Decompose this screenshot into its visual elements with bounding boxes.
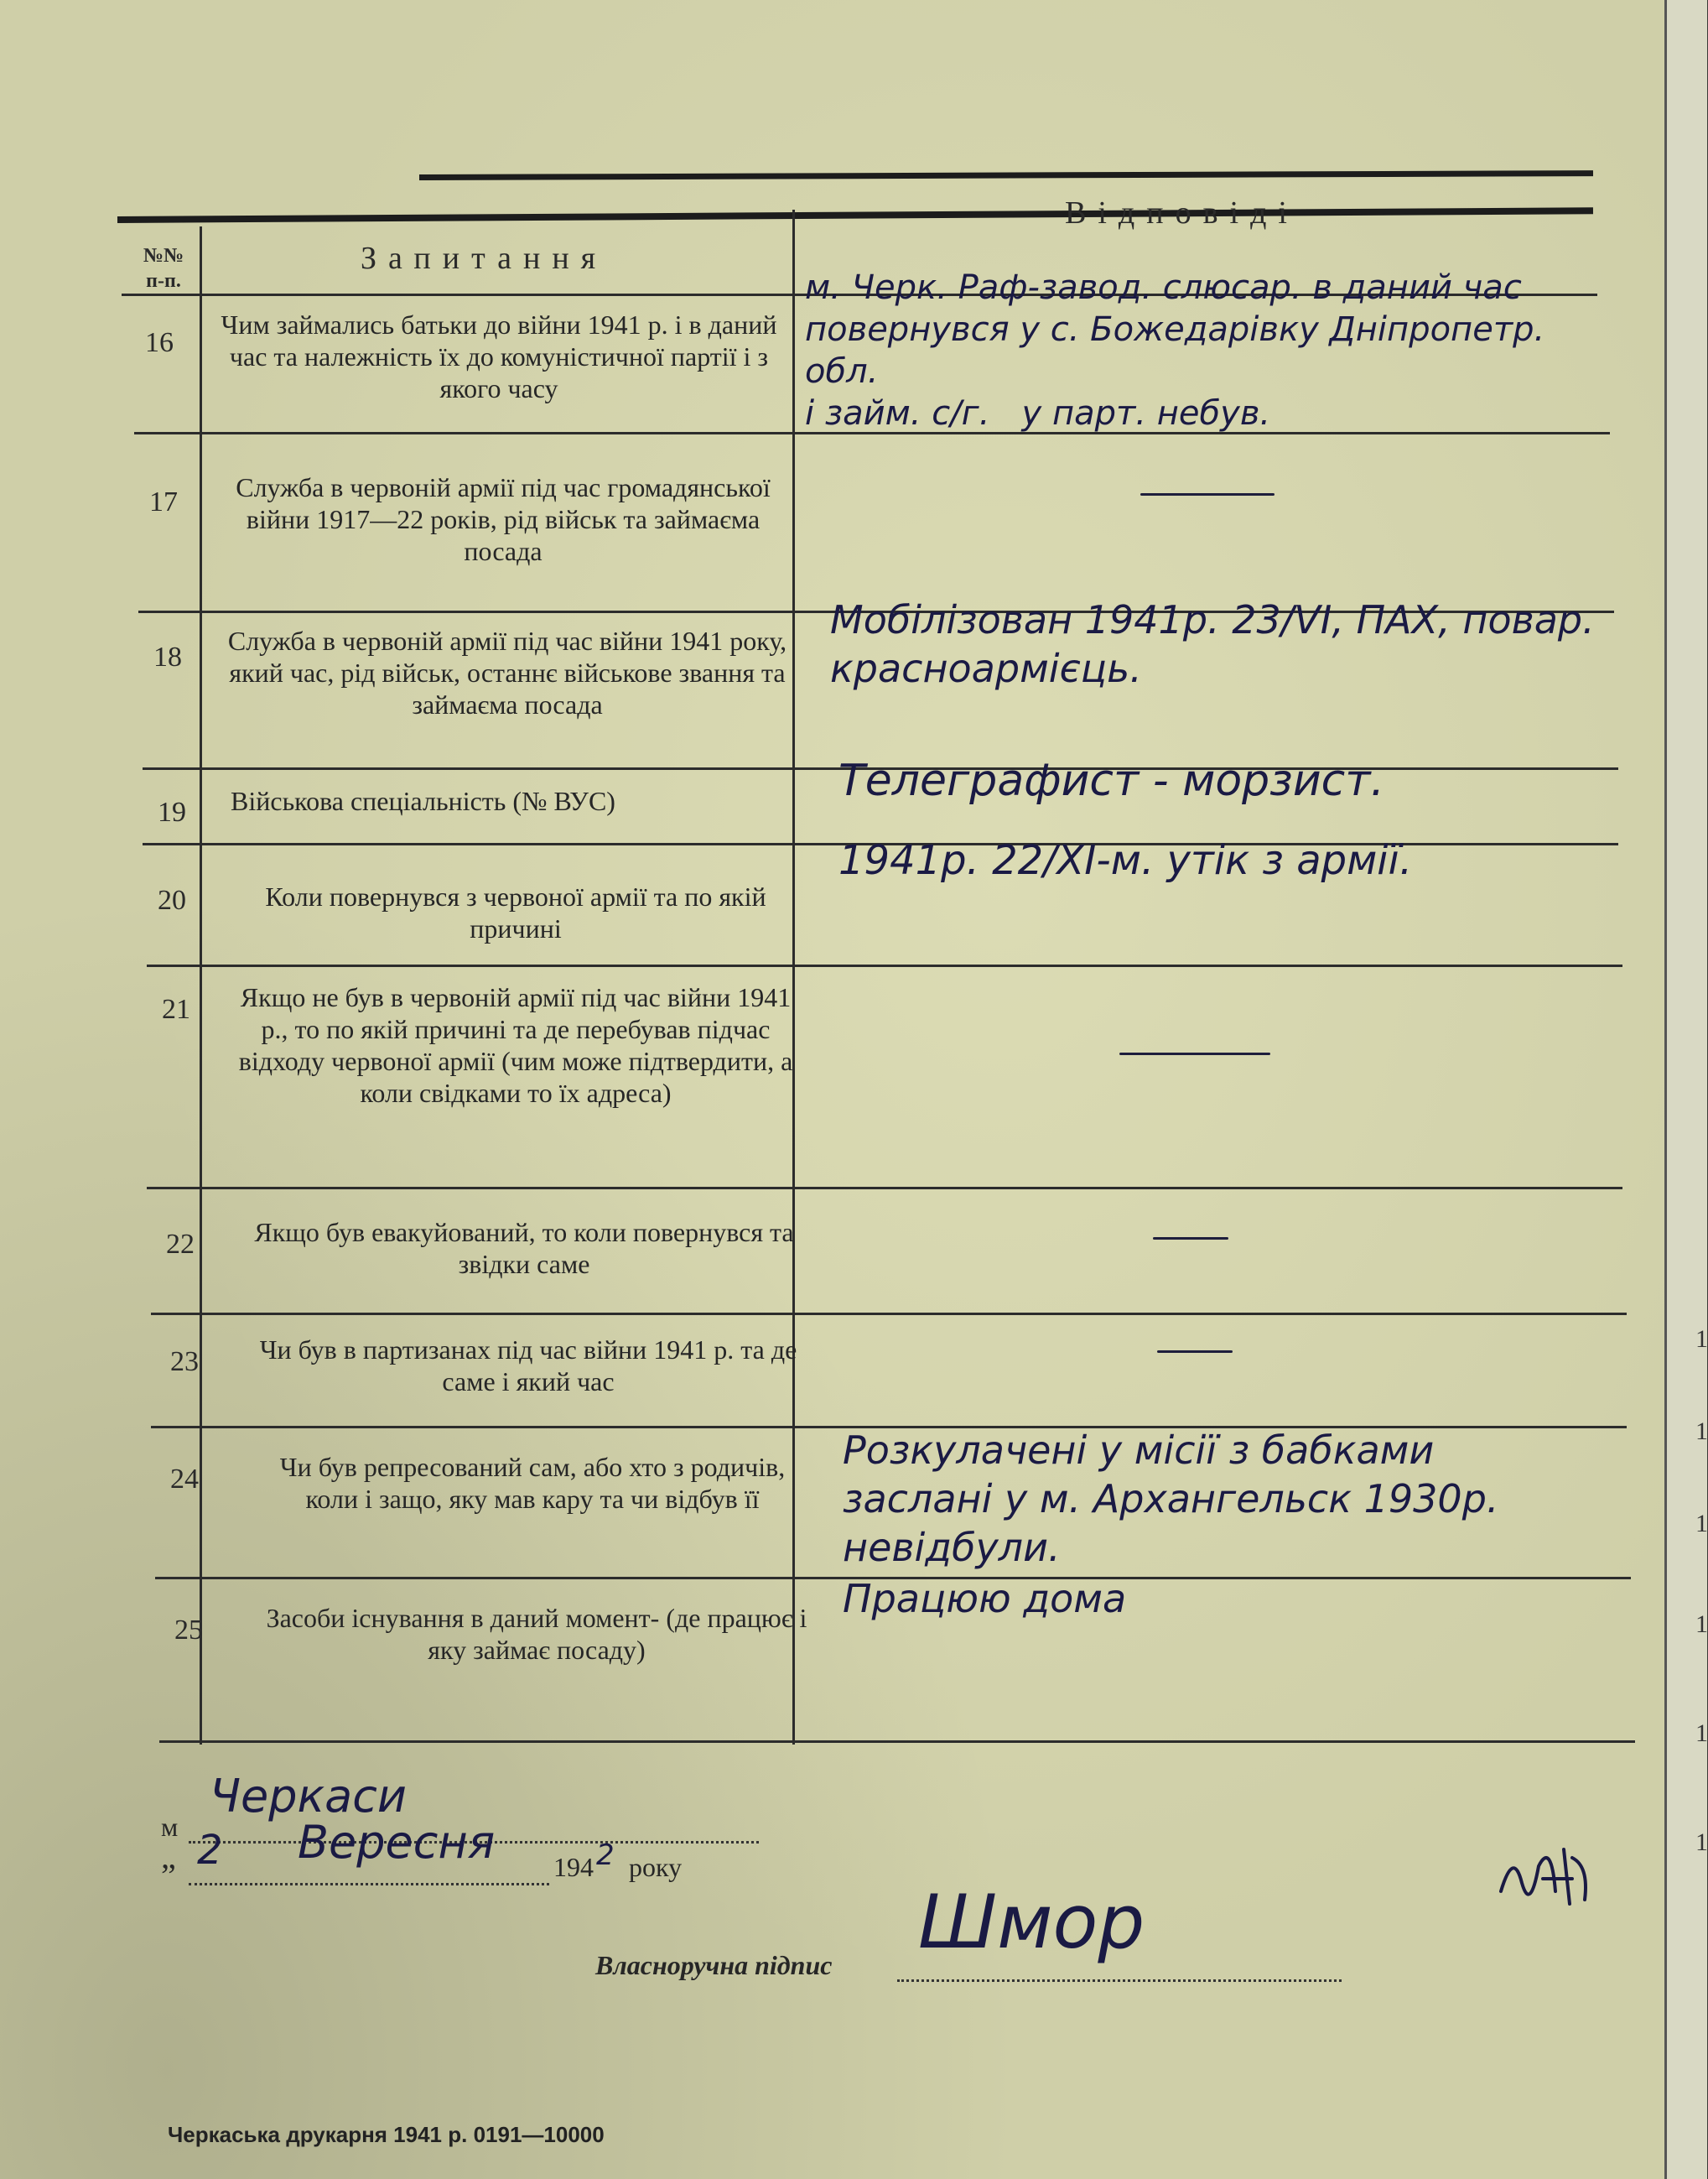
answer-text: Працюю дома [843, 1576, 1127, 1621]
question-text: Чи був в партизанах під час війни 1941 р. та де саме і який час [259, 1334, 797, 1396]
row-number: 20 [158, 885, 186, 916]
year-handwritten-digit: 2 [596, 1838, 615, 1872]
row-number: 24 [170, 1464, 199, 1495]
date-line [189, 1883, 549, 1885]
margin-number: 1 [1695, 1610, 1708, 1638]
question-text: Чи був репресований сам, або хто з родичів, коли і защо, яку мав кару та чи відбув її [279, 1452, 786, 1514]
row-number: 18 [153, 642, 182, 673]
dash-mark [1119, 1053, 1270, 1055]
row-rule [159, 1740, 1635, 1743]
row-number: 23 [170, 1346, 199, 1377]
question-text: Військова спеціальність (№ ВУС) [231, 786, 615, 816]
question-text: Коли повернувся з червоної армії та по якій причині [265, 881, 766, 944]
row-number: 25 [174, 1615, 203, 1646]
answer-text: Розкулачені у місії з бабками заслані у м. Архангельск 1930р. невідбули. [843, 1428, 1499, 1570]
initials-mark [1493, 1833, 1602, 1925]
year-suffix: року [629, 1852, 683, 1882]
dash-mark [1153, 1237, 1228, 1240]
answer-text: Телеграфист - морзист. [838, 756, 1385, 806]
row-number: 22 [166, 1229, 195, 1260]
header-rule [117, 207, 1593, 223]
row-rule [147, 1187, 1622, 1189]
row-number: 21 [162, 994, 190, 1025]
dash-mark [1140, 493, 1275, 496]
margin-number: 1 [1695, 1325, 1708, 1353]
numbers-column-title: №№ п-п. [143, 245, 184, 292]
row-rule [151, 1313, 1627, 1315]
margin-number: 1 [1695, 1828, 1708, 1856]
answer-text: м. Черк. Раф-завод. слюсар. в даний час повернувся у с. Божедарівку Дніпропетр. обл. і займ. с/г. у парт. небув. [805, 268, 1545, 433]
question-text: Служба в червоній армії під час війни 1941 року, який час, рід військ, останнє військове звання та займаєма посада [227, 626, 787, 720]
dash-mark [1157, 1350, 1233, 1353]
question-text: Якщо був евакуйований, то коли повернувся та звідки саме [254, 1217, 794, 1279]
question-text: Якщо не був в червоній армії під час війни 1941 р., то по якій причині та де перебував підчас відходу червоної армії (чим може підтвердити, а коли свідками то їх адреса) [238, 982, 793, 1108]
col-divider-1 [200, 226, 202, 1745]
row-rule [147, 965, 1622, 967]
year-prefix: 194 [553, 1852, 594, 1882]
signature-label: Власноручна підпис [595, 1950, 833, 1980]
answer-text: Мобілізован 1941р. 23/VI, ПАХ, повар. красноармієць. [830, 597, 1595, 691]
row-number: 17 [149, 486, 178, 517]
day-prefix: „ [161, 1838, 176, 1875]
question-text: Чим займались батьки до війни 1941 р. і в даний час та належність їх до комуністичної партії і з якого часу [221, 309, 777, 403]
answers-column-title: Відповіді [1065, 195, 1299, 231]
city-handwritten: Черкаси [210, 1770, 408, 1823]
margin-number: 1 [1695, 1719, 1708, 1747]
printer-imprint: Черкаська друкарня 1941 р. 0191—10000 [168, 2122, 605, 2147]
signature-line [897, 1979, 1342, 1982]
row-number: 19 [158, 797, 186, 828]
answer-text: 1941р. 22/XI-м. утік з армії. [838, 837, 1413, 884]
question-text: Засоби існування в даний момент- (де працює і яку займає посаду) [266, 1603, 807, 1665]
city-prefix: м [161, 1812, 179, 1842]
day-handwritten: 2 [197, 1827, 223, 1874]
question-text: Служба в червоній армії під час громадянської війни 1917—22 років, рід військ та займаєма посада [236, 472, 771, 566]
margin-number: 1 [1695, 1417, 1708, 1445]
adjacent-page-edge [1664, 0, 1707, 2179]
signature-handwritten: Шмор [918, 1879, 1145, 1965]
month-handwritten: Вересня [298, 1816, 496, 1869]
row-number: 16 [145, 327, 174, 358]
questions-column-title: Запитання [361, 241, 608, 276]
header-top-rule [419, 170, 1593, 180]
margin-number: 1 [1695, 1510, 1708, 1537]
